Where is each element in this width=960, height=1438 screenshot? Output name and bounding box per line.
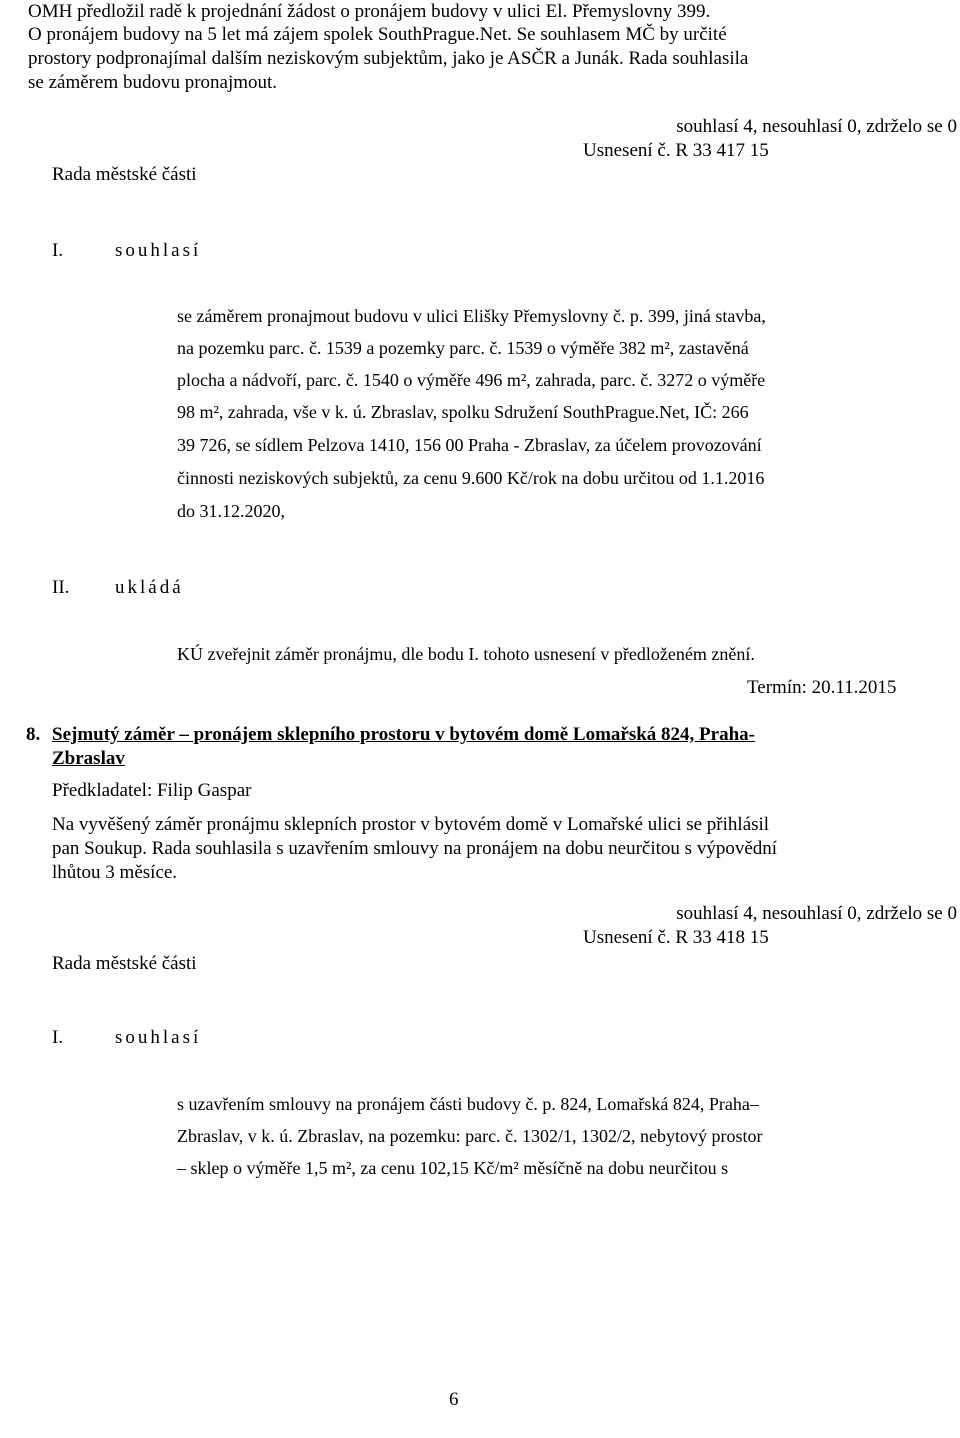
council-label: Rada městské části xyxy=(52,953,197,974)
point-text-line: 98 m², zahrada, vše v k. ú. Zbraslav, spolku Sdružení SouthPrague.Net, IČ: 266 xyxy=(177,402,749,422)
point-text-line: s uzavřením smlouvy na pronájem části budovy č. p. 824, Lomařská 824, Praha– xyxy=(177,1094,759,1114)
page-number: 6 xyxy=(449,1389,459,1410)
intro-line: OMH předložil radě k projednání žádost o pronájem budovy v ulici El. Přemyslovny 399. xyxy=(28,1,711,22)
council-label: Rada městské části xyxy=(52,164,197,185)
point-text-line: plocha a nádvoří, parc. č. 1540 o výměře 496 m², zahrada, parc. č. 3272 o výměře xyxy=(177,370,766,390)
item-title: Zbraslav xyxy=(52,748,125,769)
deadline: Termín: 20.11.2015 xyxy=(747,677,897,698)
item-line: Na vyvěšený záměr pronájmu sklepních prostor v bytovém domě v Lomařské ulici se přihlásil xyxy=(52,814,770,835)
point-text-line: 39 726, se sídlem Pelzova 1410, 156 00 Praha - Zbraslav, za účelem provozování xyxy=(177,435,762,455)
point-text-line: KÚ zveřejnit záměr pronájmu, dle bodu I. tohoto usnesení v předloženém znění. xyxy=(177,644,755,664)
point-text-line: se záměrem pronajmout budovu v ulici Elišky Přemyslovny č. p. 399, jiná stavba, xyxy=(177,306,766,326)
presenter: Předkladatel: Filip Gaspar xyxy=(52,780,252,801)
point-verb: ukládá xyxy=(115,577,184,598)
point-text-line: Zbraslav, v k. ú. Zbraslav, na pozemku: parc. č. 1302/1, 1302/2, nebytový prostor xyxy=(177,1126,763,1146)
point-text-line: – sklep o výměře 1,5 m², za cenu 102,15 Kč/m² měsíčně na dobu neurčitou s xyxy=(177,1158,729,1178)
intro-line: O pronájem budovy na 5 let má zájem spolek SouthPrague.Net. Se souhlasem MČ by určité xyxy=(28,24,727,45)
resolution-number: Usnesení č. R 33 418 15 xyxy=(583,927,769,948)
point-verb: souhlasí xyxy=(115,1027,202,1048)
item-line: pan Soukup. Rada souhlasila s uzavřením smlouvy na pronájem na dobu neurčitou s výpovědní xyxy=(52,838,778,859)
point-number: I. xyxy=(52,1027,64,1048)
vote-result: souhlasí 4, nesouhlasí 0, zdrželo se 0 xyxy=(676,116,957,137)
intro-line: se záměrem budovu pronajmout. xyxy=(28,72,278,93)
point-number: I. xyxy=(52,240,64,261)
item-title: Sejmutý záměr – pronájem sklepního prostoru v bytovém domě Lomařská 824, Praha- xyxy=(52,724,755,745)
point-text-line: na pozemku parc. č. 1539 a pozemky parc. č. 1539 o výměře 382 m², zastavěná xyxy=(177,338,749,358)
point-number: II. xyxy=(52,577,70,598)
point-verb: souhlasí xyxy=(115,240,202,261)
item-number: 8. xyxy=(26,724,41,745)
point-text-line: do 31.12.2020, xyxy=(177,501,285,521)
resolution-number: Usnesení č. R 33 417 15 xyxy=(583,140,769,161)
item-line: lhůtou 3 měsíce. xyxy=(52,862,178,883)
vote-result: souhlasí 4, nesouhlasí 0, zdrželo se 0 xyxy=(676,903,957,924)
point-text-line: činnosti neziskových subjektů, za cenu 9.600 Kč/rok na dobu určitou od 1.1.2016 xyxy=(177,468,765,488)
intro-line: prostory podpronajímal dalším neziskovým subjektům, jako je ASČR a Junák. Rada souhlasila xyxy=(28,48,749,69)
